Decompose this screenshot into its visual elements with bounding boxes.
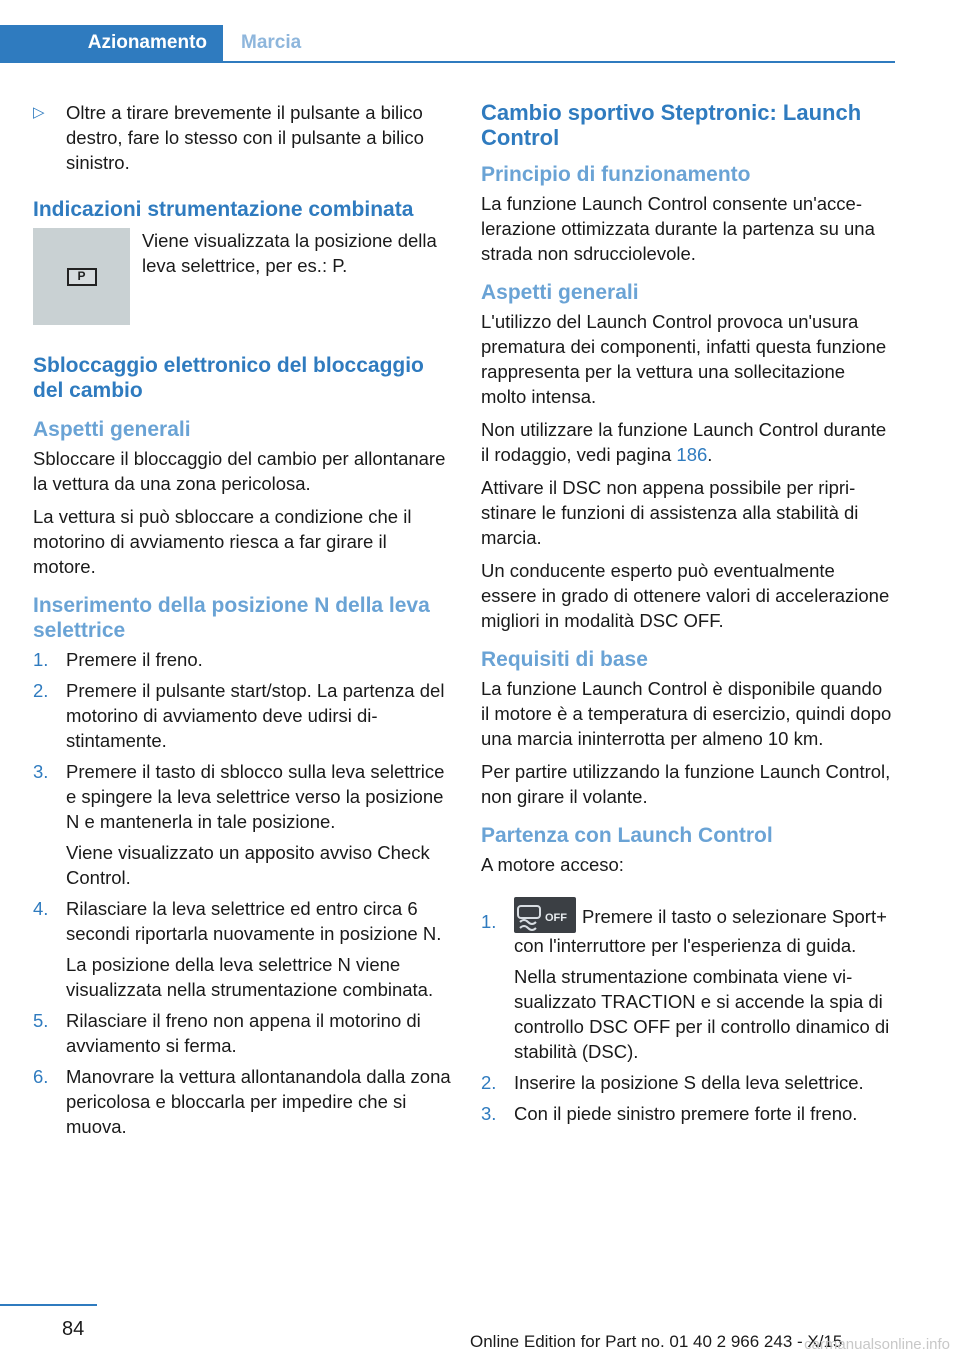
step-subtext: La posizione della leva selettrice N viene visualizzata nella strumentazione combinata. bbox=[66, 954, 434, 1000]
heading-sbloccaggio: Sbloccaggio elettronico del bloccaggio del cambio bbox=[33, 354, 424, 402]
heading-requisiti: Requisiti di base bbox=[481, 648, 648, 671]
step-subtext: Viene visualizzato un apposito avviso Check Control. bbox=[66, 842, 430, 888]
tab-azionamento[interactable] bbox=[0, 25, 223, 61]
paragraph: Attivare il DSC non appena possibile per ripristinare le funzioni di assistenza alla stabilità di marcia. bbox=[481, 477, 859, 548]
paragraph: Per partire utilizzando la funzione Launch Control, non girare il volante. bbox=[481, 761, 891, 807]
step-text: Rilasciare il freno non appena il motorino di avviamento si ferma. bbox=[66, 1010, 421, 1056]
list-item bbox=[481, 897, 895, 1064]
step-subtext: Nella strumentazione combinata viene visualizzato TRACTION e si accende la spia di controllo DSC OFF per il controllo dinamico di stabilità (DSC). bbox=[514, 966, 890, 1062]
paragraph-text: Non utilizzare la funzione Launch Control durante il rodaggio, vedi pagina bbox=[481, 419, 887, 465]
heading-aspetti-generali-right: Aspetti generali bbox=[481, 281, 639, 304]
steps-list-right bbox=[481, 897, 895, 1126]
step-number: 2. bbox=[33, 680, 49, 701]
paragraph: A motore acceso: bbox=[481, 854, 624, 875]
paragraph: La funzione Launch Control è disponibile quando il motore è a temperatura di esercizio, quindi dopo una marcia ininterrotta per almeno 10 km. bbox=[481, 678, 892, 749]
dsc-off-car-icon bbox=[514, 897, 576, 933]
park-indicator-icon: P bbox=[67, 268, 97, 286]
list-item bbox=[33, 1064, 451, 1139]
step-number: 4. bbox=[33, 898, 49, 919]
tab-marcia[interactable] bbox=[223, 25, 319, 61]
step-text: Premere il freno. bbox=[66, 649, 203, 670]
list-item bbox=[33, 1008, 451, 1058]
step-number: 3. bbox=[481, 1103, 497, 1124]
step-text: Rilasciare la leva selettrice ed entro circa 6 secondi riportarla nuovamente in posizione N. bbox=[66, 898, 442, 944]
heading-aspetti-generali-left: Aspetti generali bbox=[33, 418, 191, 441]
step-text: Premere il tasto o selezionare Sport+ con l'interruttore per l'esperienza di guida. bbox=[514, 906, 887, 956]
bullet-item-text: Oltre a tirare brevemente il pulsante a bilico destro, fare lo stesso con il pulsante a bilico sinistro. bbox=[66, 102, 424, 173]
heading-partenza: Partenza con Launch Control bbox=[481, 824, 773, 847]
list-item bbox=[33, 678, 451, 753]
watermark: carmanualsonline.info bbox=[804, 1336, 950, 1353]
paragraph: Sbloccare il bloccaggio del cambio per allontanare la vettura da una zona pericolosa. bbox=[33, 448, 446, 494]
list-item bbox=[481, 1101, 895, 1126]
step-text: Premere il pulsante start/stop. La partenza del motorino di avviamento deve udirsi distintamente. bbox=[66, 680, 445, 751]
heading-principio: Principio di funzionamento bbox=[481, 163, 751, 186]
step-number: 2. bbox=[481, 1072, 497, 1093]
gear-display-caption: Viene visualizzata la posizione della leva selettrice, per es.: P. bbox=[142, 230, 437, 276]
edition-note: Online Edition for Part no. 01 40 2 966 243 - X/15 bbox=[470, 1332, 843, 1351]
paragraph-text: . bbox=[707, 444, 713, 465]
heading-cambio-sportivo: Cambio sportivo Steptronic: Launch Control bbox=[481, 100, 862, 150]
tab-azionamento-label: Azionamento bbox=[87, 32, 207, 53]
page-header bbox=[0, 25, 895, 63]
dsc-off-button-icon bbox=[514, 897, 576, 933]
step-number: 1. bbox=[33, 649, 49, 670]
step-number: 1. bbox=[481, 911, 497, 932]
step-number: 3. bbox=[33, 761, 49, 782]
steps-list-left bbox=[33, 647, 451, 1139]
tab-marcia-label: Marcia bbox=[241, 32, 302, 53]
step-text: Premere il tasto di sblocco sulla leva selettrice e spingere la leva selettrice verso la posizione N e mantenerla in tale posizione. bbox=[66, 761, 445, 832]
step-number: 5. bbox=[33, 1010, 49, 1031]
gear-display-image bbox=[33, 228, 130, 325]
step-text: Manovrare la vettura allontanandola dalla zona pericolosa e bloccarla per impedire che si muova. bbox=[66, 1066, 451, 1137]
page-reference-link[interactable]: 186 bbox=[676, 444, 708, 465]
paragraph-with-link bbox=[481, 417, 895, 467]
paragraph: La vettura si può sbloccare a condizione che il motorino di avviamento riesca a far girare il motore. bbox=[33, 506, 412, 577]
list-item bbox=[33, 647, 451, 672]
step-text-with-icon bbox=[514, 897, 895, 958]
bullet-list bbox=[33, 100, 451, 175]
dsc-off-text: OFF bbox=[545, 912, 567, 924]
bullet-item bbox=[33, 100, 451, 175]
right-column bbox=[481, 100, 895, 1134]
heading-indicazioni: Indicazioni strumentazione combinata bbox=[33, 198, 414, 221]
list-item bbox=[481, 1070, 895, 1095]
list-item bbox=[33, 896, 451, 1002]
page-number: 84 bbox=[62, 1318, 85, 1340]
paragraph: L'utilizzo del Launch Control provoca un'usura prematura dei componenti, infatti questa funzione rappresenta per la vettura una sollecitazione molto intensa. bbox=[481, 311, 887, 407]
paragraph: Un conducente esperto può eventualmente essere in grado di ottenere valori di accelerazione migliori in modalità DSC OFF. bbox=[481, 560, 890, 631]
gear-display-figure bbox=[33, 228, 451, 325]
step-number: 6. bbox=[33, 1066, 49, 1087]
list-item bbox=[33, 759, 451, 890]
triangle-bullet-icon: ▷ bbox=[33, 104, 45, 121]
header-rule bbox=[0, 61, 895, 63]
step-text: Inserire la posizione S della leva selettrice. bbox=[514, 1072, 864, 1093]
step-text: Con il piede sinistro premere forte il freno. bbox=[514, 1103, 858, 1124]
left-column bbox=[33, 100, 451, 1147]
footer-rule bbox=[0, 1304, 97, 1306]
heading-inserimento: Inserimento della posizione N della leva selettrice bbox=[33, 594, 430, 642]
paragraph: La funzione Launch Control consente un'accelerazione ottimizzata durante la partenza su una strada non sdrucciolevole. bbox=[481, 193, 875, 264]
